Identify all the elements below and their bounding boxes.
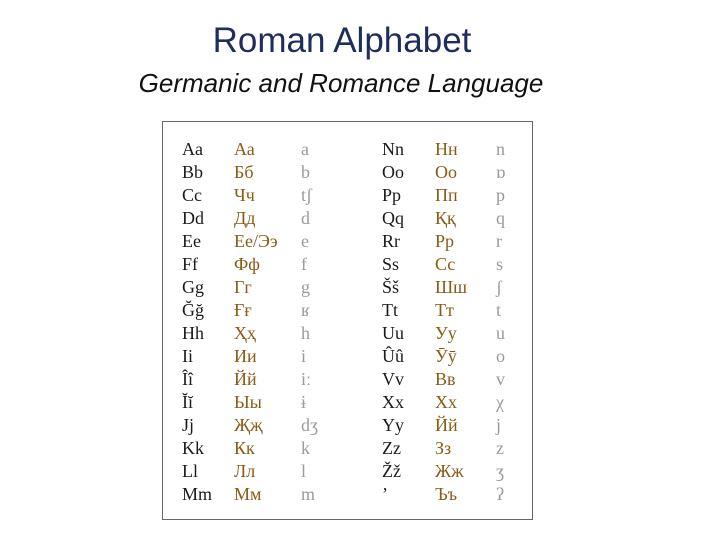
table-cell: Оо xyxy=(435,162,457,182)
right-ipa-column xyxy=(496,138,505,506)
table-cell: Шш xyxy=(435,277,468,297)
table-cell: ʁ xyxy=(301,300,310,320)
table-cell: b xyxy=(301,162,310,182)
table-cell: Йй xyxy=(435,415,458,435)
table-cell: Yy xyxy=(382,415,404,435)
table-cell: Pp xyxy=(382,185,402,205)
table-cell: Кк xyxy=(234,438,255,458)
table-cell: k xyxy=(301,438,310,458)
table-cell: Zz xyxy=(382,438,401,458)
table-cell: Ыы xyxy=(234,392,262,412)
table-cell: χ xyxy=(496,392,504,412)
table-cell: Xx xyxy=(382,392,404,412)
table-cell: Hh xyxy=(182,323,204,343)
table-cell: Ee xyxy=(182,231,201,251)
table-cell: Aa xyxy=(182,139,203,159)
table-cell: o xyxy=(496,346,505,366)
alphabet-table xyxy=(162,121,533,520)
table-cell: dʒ xyxy=(301,415,318,435)
table-cell: Dd xyxy=(182,208,204,228)
table-cell: q xyxy=(496,208,505,228)
table-cell: a xyxy=(301,139,309,159)
table-cell: Tt xyxy=(382,300,398,320)
table-cell: p xyxy=(496,185,505,205)
table-cell: Ûû xyxy=(382,346,404,366)
table-cell: Мм xyxy=(234,484,262,504)
table-cell: Vv xyxy=(382,369,404,389)
table-cell: v xyxy=(496,369,505,389)
table-cell: u xyxy=(496,323,505,343)
table-cell: r xyxy=(496,231,502,251)
table-cell: Нн xyxy=(435,139,458,159)
table-cell: Mm xyxy=(182,484,213,504)
table-cell: Ğğ xyxy=(182,300,204,320)
table-cell: Аа xyxy=(234,139,255,159)
table-cell: Ll xyxy=(182,461,198,481)
table-cell: Тт xyxy=(435,300,454,320)
left-cyrillic-column xyxy=(234,138,278,506)
table-cell: ɒ xyxy=(496,162,506,182)
table-cell: g xyxy=(301,277,310,297)
table-cell: Uu xyxy=(382,323,404,343)
table-cell: ɨ xyxy=(301,392,307,412)
table-cell: Žž xyxy=(382,461,401,481)
table-cell: Ғғ xyxy=(234,300,252,320)
slide-title: Roman Alphabet xyxy=(212,21,472,60)
table-cell: Ii xyxy=(182,346,193,366)
table-cell: Gg xyxy=(182,277,204,297)
table-cell: Ҳҳ xyxy=(234,323,256,343)
table-cell: Сс xyxy=(435,254,456,274)
table-cell: Cc xyxy=(182,185,202,205)
table-cell: Ее/Ээ xyxy=(234,231,278,251)
slide-subtitle: Germanic and Romance Language xyxy=(138,68,544,98)
table-cell: Ss xyxy=(382,254,400,274)
table-cell: ʒ xyxy=(496,461,504,481)
table-cell: Җҗ xyxy=(234,415,263,435)
table-cell: Уу xyxy=(435,323,457,343)
table-cell: Nn xyxy=(382,139,404,159)
table-cell: m xyxy=(301,484,316,504)
table-cell: f xyxy=(301,254,307,274)
table-cell: Чч xyxy=(234,185,255,205)
table-cell: Ққ xyxy=(435,208,456,228)
table-cell: Рр xyxy=(435,231,455,251)
left-ipa-column xyxy=(301,138,318,506)
table-cell: Зз xyxy=(435,438,452,458)
table-cell: Ĭĭ xyxy=(182,392,193,412)
table-cell: d xyxy=(301,208,310,228)
table-cell: Дд xyxy=(234,208,256,228)
right-cyrillic-column xyxy=(435,138,467,506)
table-cell: Йй xyxy=(234,369,257,389)
table-cell: h xyxy=(301,323,310,343)
table-cell: Гг xyxy=(234,277,252,297)
table-cell: z xyxy=(496,438,504,458)
right-latin-column xyxy=(382,138,404,506)
table-cell: iː xyxy=(301,369,312,389)
table-cell: Îî xyxy=(182,369,193,389)
table-cell: Šš xyxy=(382,277,400,297)
table-cell: Ии xyxy=(234,346,257,366)
table-cell: Лл xyxy=(234,461,256,481)
table-cell: Oo xyxy=(382,162,404,182)
table-cell: Rr xyxy=(382,231,400,251)
table-cell: s xyxy=(496,254,504,274)
table-cell: tʃ xyxy=(301,185,312,205)
table-cell: Ff xyxy=(182,254,199,274)
table-cell: Bb xyxy=(182,162,204,182)
table-cell: Ӯӯ xyxy=(435,346,457,366)
table-cell: Хх xyxy=(435,392,457,412)
table-cell: Жж xyxy=(435,461,464,481)
table-cell: ’ xyxy=(382,484,388,504)
table-cell: Пп xyxy=(435,185,458,205)
table-cell: Kk xyxy=(182,438,204,458)
table-cell: ʃ xyxy=(496,277,502,297)
table-cell: Ъъ xyxy=(435,484,458,504)
left-latin-column xyxy=(182,138,212,506)
table-cell: i xyxy=(301,346,307,366)
table-cell: l xyxy=(301,461,307,481)
table-cell: t xyxy=(496,300,502,320)
table-cell: Вв xyxy=(435,369,456,389)
table-cell: ʔ xyxy=(496,484,504,504)
table-cell: e xyxy=(301,231,309,251)
table-cell: n xyxy=(496,139,505,159)
table-cell: Фф xyxy=(234,254,260,274)
table-cell: j xyxy=(496,415,502,435)
table-cell: Jj xyxy=(182,415,195,435)
table-cell: Бб xyxy=(234,162,254,182)
table-cell: Qq xyxy=(382,208,404,228)
